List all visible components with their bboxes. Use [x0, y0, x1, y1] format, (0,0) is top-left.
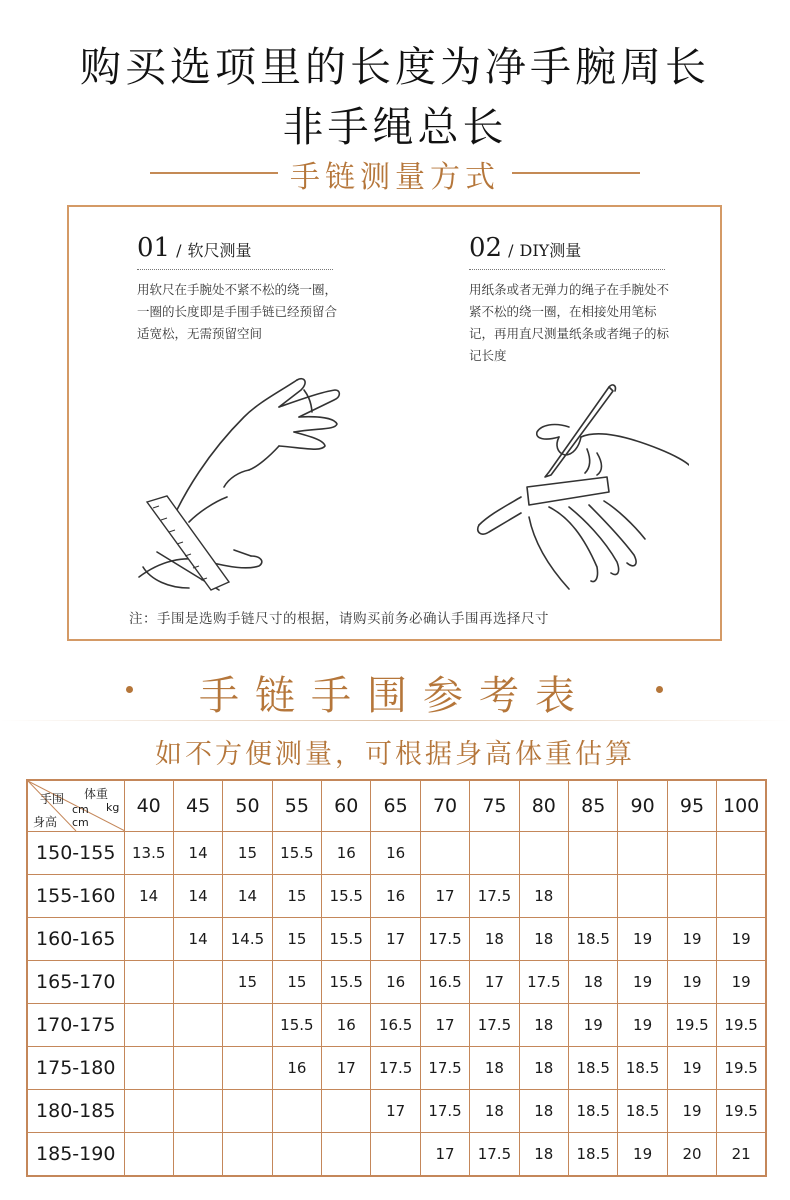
wrist-size-cell: 18.5	[569, 1090, 618, 1133]
wrist-size-cell: 18	[519, 875, 568, 918]
wrist-size-cell: 17.5	[420, 1047, 469, 1090]
weight-header-cell: 50	[223, 780, 272, 832]
corner-cm-unit-top: cm	[72, 803, 89, 816]
wrist-size-cell	[272, 1090, 321, 1133]
wrist-size-cell: 15	[272, 961, 321, 1004]
wrist-size-cell	[223, 1047, 272, 1090]
wrist-size-cell	[618, 832, 667, 875]
wrist-size-cell: 20	[667, 1133, 716, 1177]
corner-cm-unit-bottom: cm	[72, 816, 89, 829]
reference-title-band	[0, 720, 790, 721]
step-1-divider	[137, 269, 333, 271]
wrist-size-cell: 19	[667, 1090, 716, 1133]
wrist-size-cell: 19	[618, 961, 667, 1004]
wrist-size-cell: 19	[667, 1047, 716, 1090]
wrist-size-cell: 19	[667, 961, 716, 1004]
wrist-size-cell	[173, 961, 222, 1004]
wrist-size-cell: 17.5	[470, 875, 519, 918]
table-row	[27, 1090, 766, 1133]
wrist-size-cell	[223, 1090, 272, 1133]
title-rule-right	[512, 172, 640, 174]
wrist-size-cell	[569, 832, 618, 875]
wrist-size-cell	[519, 832, 568, 875]
wrist-size-cell	[124, 1047, 173, 1090]
headline-line-1: 购买选项里的长度为净手腕周长	[80, 43, 710, 91]
wrist-size-cell	[470, 832, 519, 875]
wrist-size-cell: 17	[420, 1133, 469, 1177]
height-range-cell: 170-175	[27, 1004, 124, 1047]
wrist-size-cell: 17	[470, 961, 519, 1004]
wrist-size-cell: 18	[519, 1047, 568, 1090]
wrist-size-cell	[717, 832, 766, 875]
wrist-size-cell: 18.5	[569, 1047, 618, 1090]
wrist-size-cell: 15.5	[322, 875, 371, 918]
table-row	[27, 1047, 766, 1090]
wrist-size-cell: 17.5	[470, 1133, 519, 1177]
wrist-size-reference-table	[26, 779, 767, 1177]
measure-panel	[67, 205, 722, 641]
wrist-size-cell	[173, 1047, 222, 1090]
weight-header-cell: 40	[124, 780, 173, 832]
height-range-cell: 185-190	[27, 1133, 124, 1177]
table-row	[27, 1004, 766, 1047]
wrist-size-cell: 19	[569, 1004, 618, 1047]
wrist-size-cell: 16.5	[420, 961, 469, 1004]
wrist-size-cell: 14	[173, 875, 222, 918]
wrist-size-cell: 18.5	[618, 1090, 667, 1133]
wrist-size-cell: 15	[223, 961, 272, 1004]
weight-header-cell: 45	[173, 780, 222, 832]
height-range-cell: 180-185	[27, 1090, 124, 1133]
wrist-size-cell: 15	[272, 918, 321, 961]
weight-header-cell: 55	[272, 780, 321, 832]
height-range-cell: 150-155	[27, 832, 124, 875]
wrist-size-cell: 19.5	[717, 1047, 766, 1090]
step-1-heading: 01 / 软尺测量	[137, 233, 252, 263]
wrist-size-cell: 14.5	[223, 918, 272, 961]
wrist-size-cell: 19	[667, 918, 716, 961]
wrist-size-cell: 16	[322, 832, 371, 875]
wrist-size-cell	[173, 1090, 222, 1133]
wrist-size-cell: 19.5	[667, 1004, 716, 1047]
wrist-size-cell: 14	[124, 875, 173, 918]
table-row	[27, 875, 766, 918]
wrist-size-cell: 18	[519, 1133, 568, 1177]
step-2-heading: 02 / DIY测量	[469, 233, 582, 263]
wrist-size-cell: 19	[618, 918, 667, 961]
weight-header-cell: 95	[667, 780, 716, 832]
measurement-note: 注：手围是选购手链尺寸的根据，请购买前务必确认手围再选择尺寸	[129, 611, 549, 627]
step-2-number: 02	[469, 233, 503, 263]
wrist-size-cell: 16	[272, 1047, 321, 1090]
wrist-size-cell: 21	[717, 1133, 766, 1177]
wrist-size-cell: 14	[223, 875, 272, 918]
wrist-size-cell: 15.5	[322, 918, 371, 961]
table-row	[27, 961, 766, 1004]
headline-line-2: 非手绳总长	[282, 103, 508, 151]
wrist-size-cell	[667, 875, 716, 918]
corner-weight-label: 体重	[84, 787, 109, 801]
wrist-size-cell	[124, 1090, 173, 1133]
wrist-size-cell	[420, 832, 469, 875]
wrist-size-cell: 19	[717, 961, 766, 1004]
wrist-size-cell: 17.5	[519, 961, 568, 1004]
wrist-size-cell	[124, 918, 173, 961]
pen-paper-hand-illustration	[459, 367, 689, 597]
weight-header-cell: 80	[519, 780, 568, 832]
wrist-size-cell: 16	[371, 832, 420, 875]
height-range-cell: 165-170	[27, 961, 124, 1004]
table-row	[27, 918, 766, 961]
weight-header-cell: 60	[322, 780, 371, 832]
wrist-size-cell: 17.5	[371, 1047, 420, 1090]
wrist-size-cell: 17.5	[420, 1090, 469, 1133]
wrist-size-cell: 18.5	[618, 1047, 667, 1090]
wrist-size-cell: 18	[519, 918, 568, 961]
wrist-size-cell: 18	[519, 1090, 568, 1133]
wrist-size-cell: 17	[371, 918, 420, 961]
corner-kg-unit: kg	[106, 801, 120, 814]
corner-wrist-label: 手围	[40, 792, 65, 806]
step-2-label: DIY测量	[519, 241, 582, 260]
wrist-size-cell: 18	[470, 1090, 519, 1133]
wrist-size-cell: 16	[371, 961, 420, 1004]
wrist-size-cell: 15.5	[272, 1004, 321, 1047]
height-range-cell: 155-160	[27, 875, 124, 918]
wrist-size-cell: 16	[371, 875, 420, 918]
wrist-size-cell	[124, 1133, 173, 1177]
wrist-size-cell	[223, 1004, 272, 1047]
wrist-size-cell: 18	[569, 961, 618, 1004]
step-2-description: 用纸条或者无弹力的绳子在手腕处不紧不松的绕一圈，在相接处用笔标记，再用直尺测量纸条或者绳子的标记长度	[469, 282, 670, 363]
wrist-size-cell	[717, 875, 766, 918]
wrist-size-cell: 15	[272, 875, 321, 918]
wrist-size-cell: 17.5	[470, 1004, 519, 1047]
wrist-size-cell: 17	[420, 1004, 469, 1047]
corner-height-label: 身高	[33, 815, 58, 829]
wrist-size-cell: 17	[371, 1090, 420, 1133]
height-range-cell: 160-165	[27, 918, 124, 961]
wrist-size-cell	[173, 1004, 222, 1047]
table-row	[27, 1133, 766, 1177]
wrist-size-cell: 19	[717, 918, 766, 961]
weight-header-cell: 65	[371, 780, 420, 832]
wrist-size-cell: 15	[223, 832, 272, 875]
wrist-size-cell	[569, 875, 618, 918]
wrist-size-cell	[223, 1133, 272, 1177]
weight-header-cell: 70	[420, 780, 469, 832]
step-1-label: 软尺测量	[187, 241, 252, 260]
wrist-size-cell: 18.5	[569, 1133, 618, 1177]
step-2-divider	[469, 269, 665, 271]
wrist-size-cell: 18.5	[569, 918, 618, 961]
step-1-number: 01	[137, 233, 171, 263]
weight-header-cell: 100	[717, 780, 766, 832]
wrist-size-cell: 16.5	[371, 1004, 420, 1047]
table-row	[27, 832, 766, 875]
wrist-size-cell: 19.5	[717, 1004, 766, 1047]
wrist-size-cell: 14	[173, 832, 222, 875]
wrist-size-cell: 15.5	[272, 832, 321, 875]
reference-table-title: 手链手围参考表	[199, 673, 591, 719]
wrist-size-cell	[322, 1133, 371, 1177]
wrist-size-cell: 13.5	[124, 832, 173, 875]
wrist-size-cell: 17	[420, 875, 469, 918]
weight-header-cell: 85	[569, 780, 618, 832]
wrist-size-cell: 19	[618, 1133, 667, 1177]
weight-header-cell: 75	[470, 780, 519, 832]
wrist-size-cell: 17.5	[420, 918, 469, 961]
wrist-size-cell: 14	[173, 918, 222, 961]
wrist-size-cell: 19.5	[717, 1090, 766, 1133]
wrist-size-cell	[322, 1090, 371, 1133]
title-dot-right	[656, 686, 663, 693]
wrist-size-cell: 15.5	[322, 961, 371, 1004]
wrist-size-cell: 19	[618, 1004, 667, 1047]
wrist-size-cell: 16	[322, 1004, 371, 1047]
wrist-size-cell	[667, 832, 716, 875]
table-header-row	[27, 780, 766, 832]
wrist-size-cell	[618, 875, 667, 918]
height-range-cell: 175-180	[27, 1047, 124, 1090]
wrist-size-cell	[371, 1133, 420, 1177]
wrist-size-cell	[272, 1133, 321, 1177]
weight-header-cell: 90	[618, 780, 667, 832]
table-corner-cell	[27, 780, 124, 832]
wrist-size-cell	[173, 1133, 222, 1177]
wrist-size-cell: 18	[470, 1047, 519, 1090]
wrist-size-cell	[124, 1004, 173, 1047]
wrist-size-cell	[124, 961, 173, 1004]
wrist-size-cell: 18	[519, 1004, 568, 1047]
reference-table-subtitle: 如不方便测量，可根据身高体重估算	[155, 739, 635, 770]
measure-section-title: 手链测量方式	[290, 160, 500, 195]
wrist-size-cell: 17	[322, 1047, 371, 1090]
wrist-size-cell: 18	[470, 918, 519, 961]
tape-measure-hand-illustration	[129, 362, 359, 592]
step-1-description: 用软尺在手腕处不紧不松的绕一圈，一圈的长度即是手围手链已经预留合适宽松，无需预留空间	[137, 282, 338, 341]
